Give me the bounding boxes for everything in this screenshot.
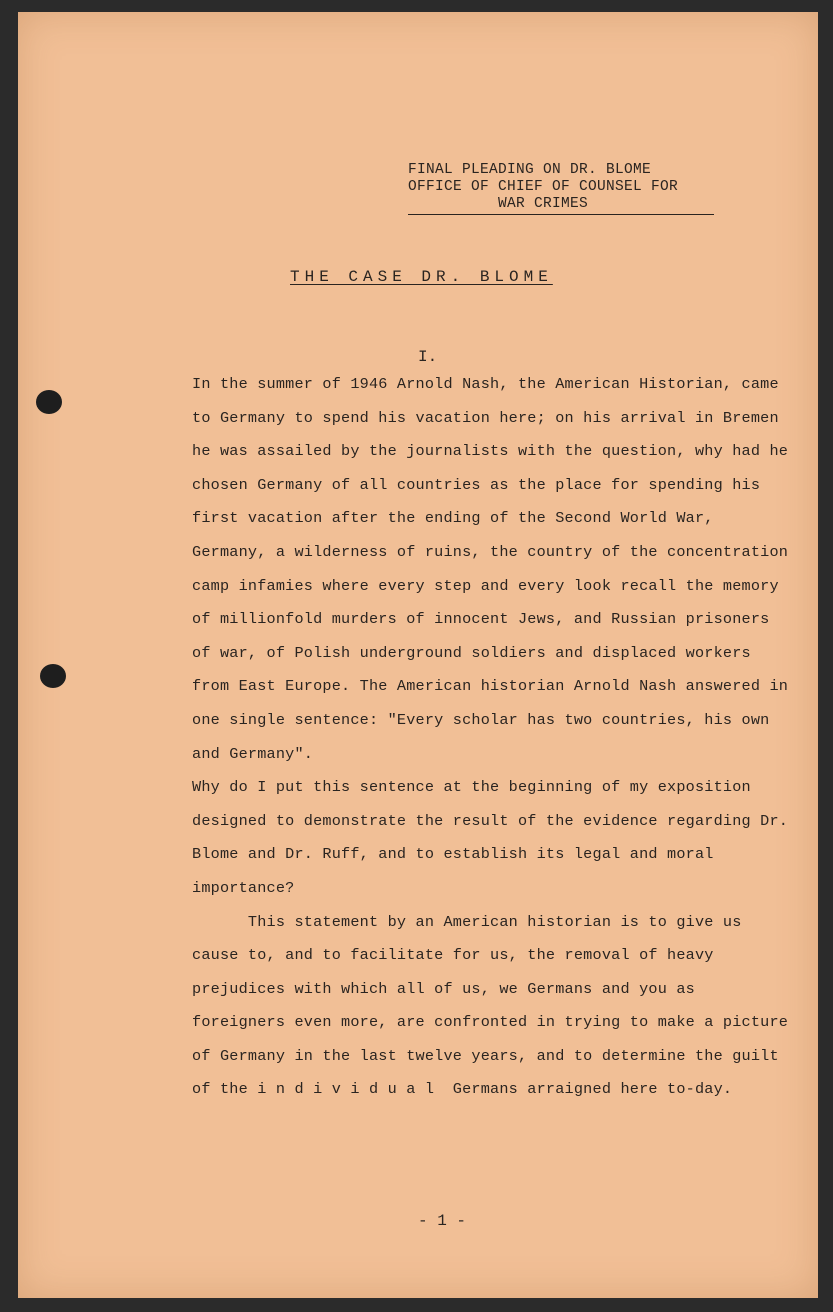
page-title: THE CASE DR. BLOME bbox=[290, 268, 553, 286]
paragraph: This statement by an American historian is to give us cause to, and to facilitate for us, the removal of heavy prejudices with which all of us, we Germans and you as foreigners even more, are confronted in trying to make a picture of Germany in the last twelve years, and to determine the guilt of the i n d i v i d u a l Germans arraigned here to-day. bbox=[192, 912, 798, 1099]
section-number: I. bbox=[418, 348, 438, 366]
punch-hole bbox=[36, 390, 62, 414]
header-line-3: WAR CRIMES bbox=[498, 196, 589, 212]
page-number: - 1 - bbox=[418, 1212, 467, 1230]
header-line-1: FINAL PLEADING ON DR. BLOME bbox=[408, 162, 652, 178]
header-line-2: OFFICE OF CHIEF OF COUNSEL FOR bbox=[408, 179, 679, 195]
paragraph: In the summer of 1946 Arnold Nash, the American Historian, came to Germany to spend his vacation here; on his arrival in Bremen he was assailed by the journalists with the question, why had he chosen Germany of all countries as the place for spending his first vacation after the ending of the Second World War, Germany, a wilderness of ruins, the country of the concentration camp infamies where every step and every look recall the memory of millionfold murders of innocent Jews, and Russian prisoners of war, of Polish underground soldiers and displaced workers from East Europe. The American historian Arnold Nash answered in one single sentence: "Every scholar has two countries, his own and Germany". bbox=[192, 375, 798, 763]
document-header bbox=[408, 162, 714, 215]
document-page bbox=[18, 12, 818, 1298]
header-rule bbox=[408, 214, 714, 215]
paragraph: Why do I put this sentence at the beginning of my exposition designed to demonstrate the result of the evidence regarding Dr. Blome and Dr. Ruff, and to establish its legal and moral importance? bbox=[192, 778, 798, 897]
punch-hole bbox=[40, 664, 66, 688]
body-text bbox=[192, 368, 798, 1107]
